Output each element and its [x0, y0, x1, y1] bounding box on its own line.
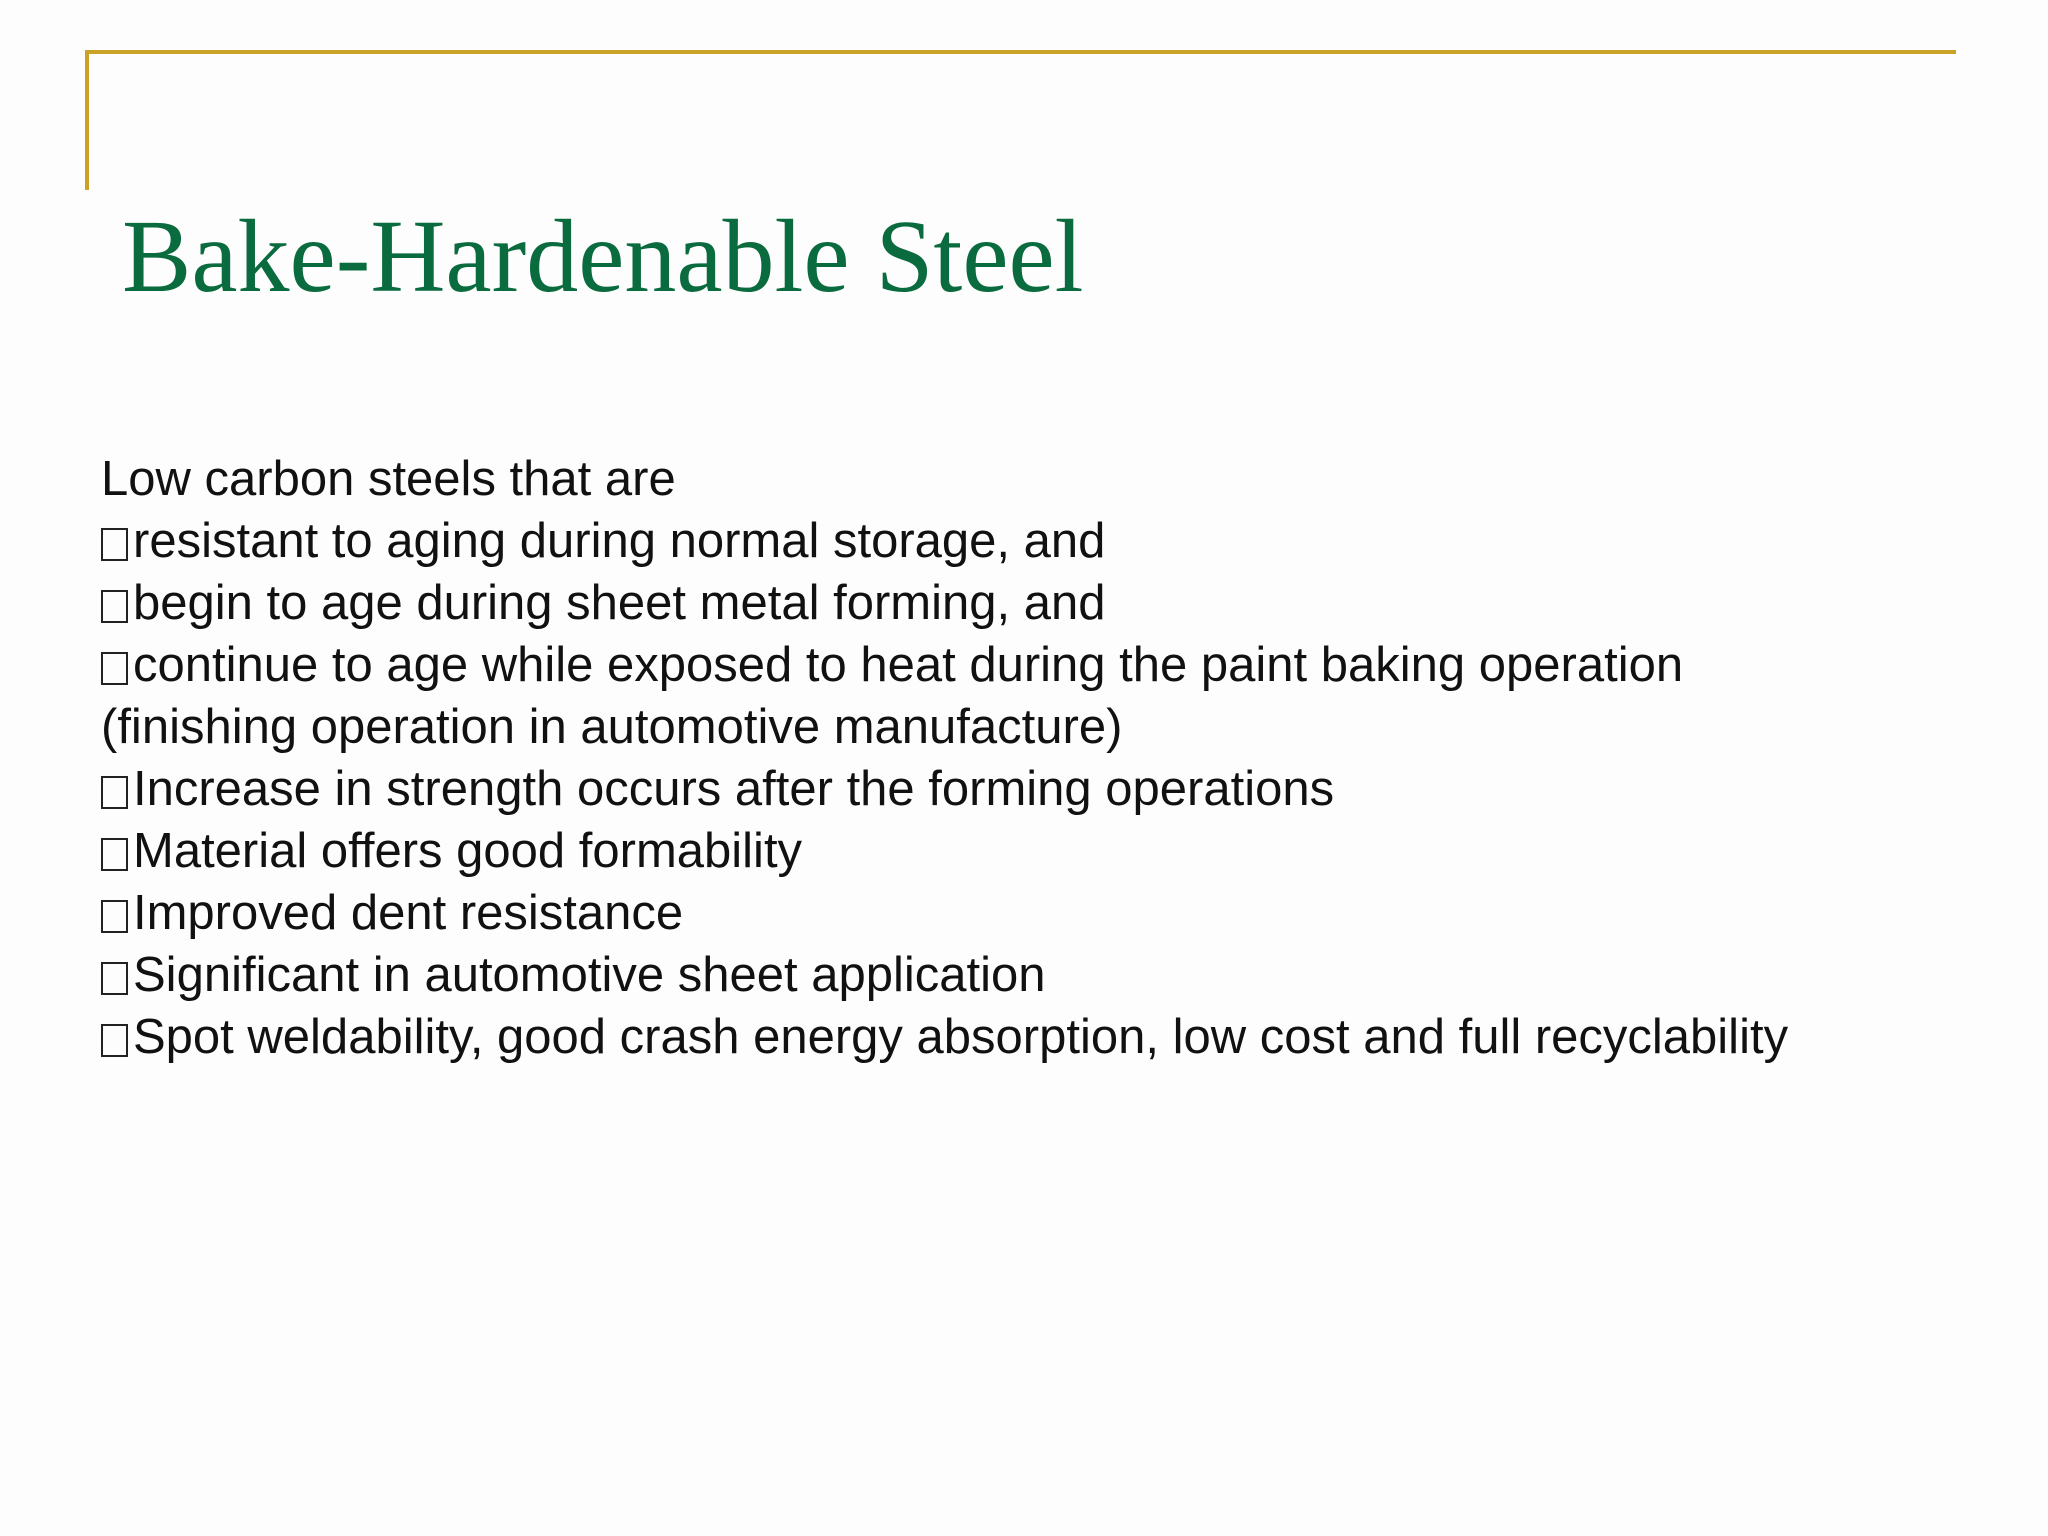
- body-line-text: (finishing operation in automotive manufacture): [101, 700, 1123, 754]
- bullet-item: [101, 820, 1981, 882]
- bullet-item: [101, 510, 1981, 572]
- missing-glyph-bullet-icon: [101, 652, 128, 685]
- slide-title: Bake-Hardenable Steel: [122, 199, 1084, 314]
- bullet-item: [101, 944, 1981, 1006]
- missing-glyph-bullet-icon: [101, 838, 128, 871]
- body-line: [101, 696, 1981, 758]
- missing-glyph-bullet-icon: [101, 962, 128, 995]
- bullet-text: continue to age while exposed to heat during the paint baking operation: [133, 638, 1684, 692]
- missing-glyph-bullet-icon: [101, 900, 128, 933]
- slide-body: [101, 448, 1981, 1068]
- bullet-item: [101, 572, 1981, 634]
- missing-glyph-bullet-icon: [101, 590, 128, 623]
- bullet-text: resistant to aging during normal storage, and: [133, 514, 1106, 568]
- bullet-text: Increase in strength occurs after the forming operations: [133, 762, 1335, 816]
- bullet-text: Significant in automotive sheet application: [133, 948, 1046, 1002]
- bullet-text: begin to age during sheet metal forming, and: [133, 576, 1106, 630]
- body-line-text: Low carbon steels that are: [101, 452, 676, 506]
- missing-glyph-bullet-icon: [101, 1024, 128, 1057]
- bullet-text: Improved dent resistance: [133, 886, 684, 940]
- body-line: [101, 448, 1981, 510]
- bullet-text: Material offers good formability: [133, 824, 803, 878]
- bullet-item: [101, 882, 1981, 944]
- bullet-text: Spot weldability, good crash energy absorption, low cost and full recyclability: [133, 1010, 1789, 1064]
- bullet-item: [101, 634, 1981, 696]
- missing-glyph-bullet-icon: [101, 528, 128, 561]
- decorative-top-rule: [85, 50, 1956, 54]
- bullet-item: [101, 1006, 1981, 1068]
- decorative-left-rule: [85, 50, 89, 190]
- missing-glyph-bullet-icon: [101, 776, 128, 809]
- bullet-item: [101, 758, 1981, 820]
